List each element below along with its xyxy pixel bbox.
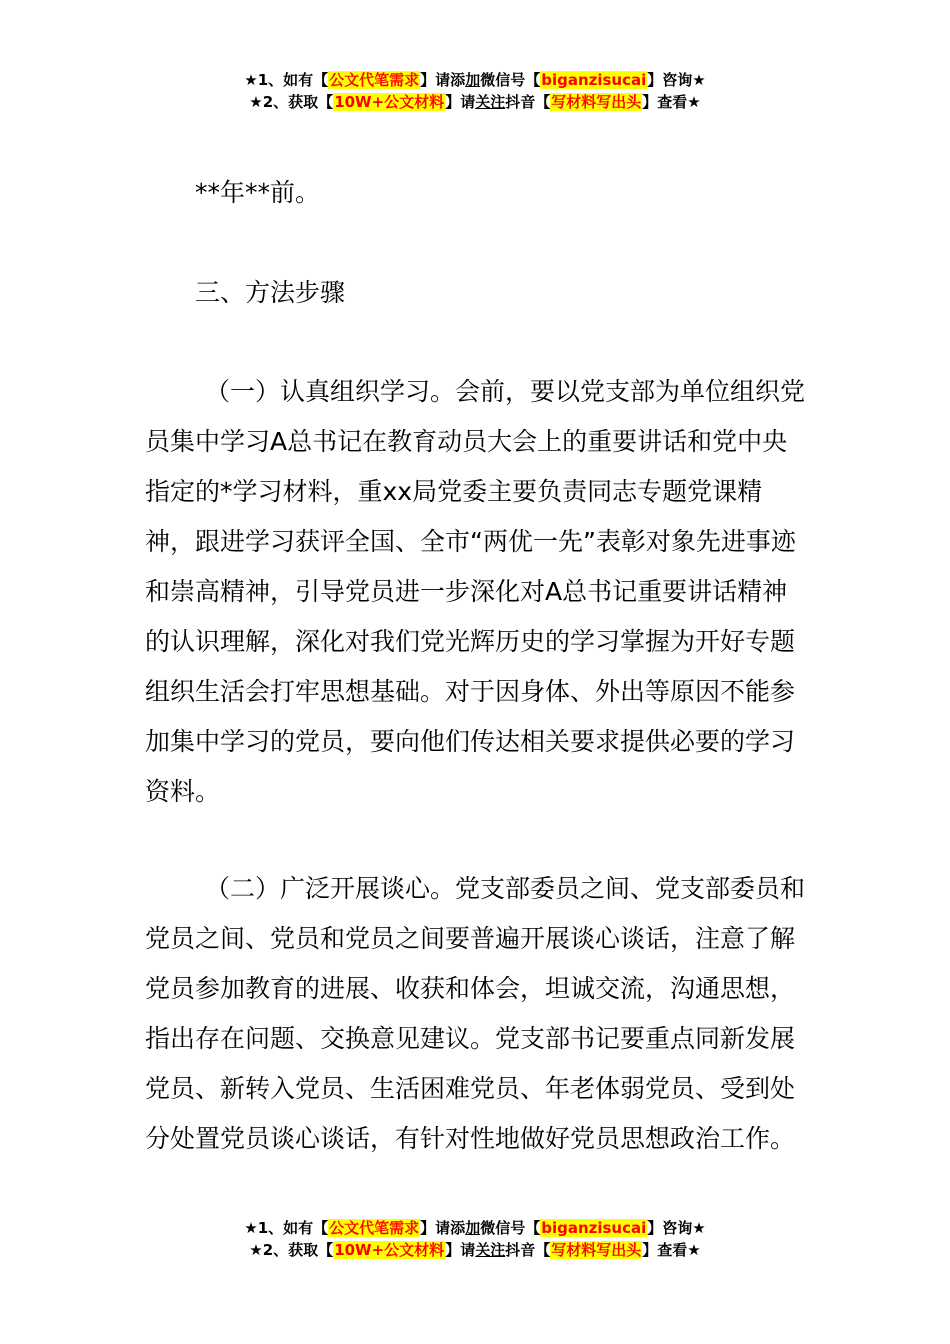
paragraph-study: （一）认真组织学习。会前，要以党支部为单位组织党员集中学习A总书记在教育动员大会上的重要讲话和党中央指定的*学习材料，重xx局党委主要负责同志专题党课精神，跟进学习获评全国、全市“两优一先”表彰对象先进事迹和崇高精神，引导党员进一步深化对A总书记重要讲话精神的认识理解，深化对我们党光辉历史的学习掌握为开好专题组织生活会打牢思想基础。对于因身体、外出等原因不能参加集中学习的党员，要向他们传达相关要求提供必要的学习资料。 (145, 377, 806, 806)
paragraph-talk: （二）广泛开展谈心。党支部委员之间、党支部委员和党员之间、党员和党员之间要普遍开展谈心谈话，注意了解党员参加教育的进展、收获和体会，坦诚交流，沟通思想，指出存在问题、交换意见建议。党支部书记要重点同新发展党员、新转入党员、生活困难党员、年老体弱党员、受到处分处置党员谈心谈话，有针对性地做好党员思想政治工作。 (145, 874, 806, 1153)
highlight-materials: 10W+公文材料 (334, 93, 445, 111)
highlight-wechat-id: biganzisucai (541, 1219, 647, 1237)
section-heading: 三、方法步骤 (195, 278, 346, 307)
banner-line-1: ★1、如有【公文代笔需求】请添加微信号【biganzisucai】咨询★ (244, 1219, 706, 1237)
highlight-douyin: 写材料写出头 (551, 93, 642, 111)
banner-line-1: ★1、如有【公文代笔需求】请添加微信号【biganzisucai】咨询★ (244, 71, 706, 89)
banner-line-2: ★2、获取【10W+公文材料】请关注抖音【写材料写出头】查看★ (249, 1241, 701, 1259)
date-fragment: **年**前。 (195, 178, 321, 207)
header-banner (0, 69, 950, 113)
footer-banner (0, 1217, 950, 1261)
highlight-service: 公文代笔需求 (329, 71, 420, 89)
highlight-service: 公文代笔需求 (329, 1219, 420, 1237)
highlight-douyin: 写材料写出头 (551, 1241, 642, 1259)
highlight-materials: 10W+公文材料 (334, 1241, 445, 1259)
banner-line-2: ★2、获取【10W+公文材料】请关注抖音【写材料写出头】查看★ (249, 93, 701, 111)
highlight-wechat-id: biganzisucai (541, 71, 647, 89)
